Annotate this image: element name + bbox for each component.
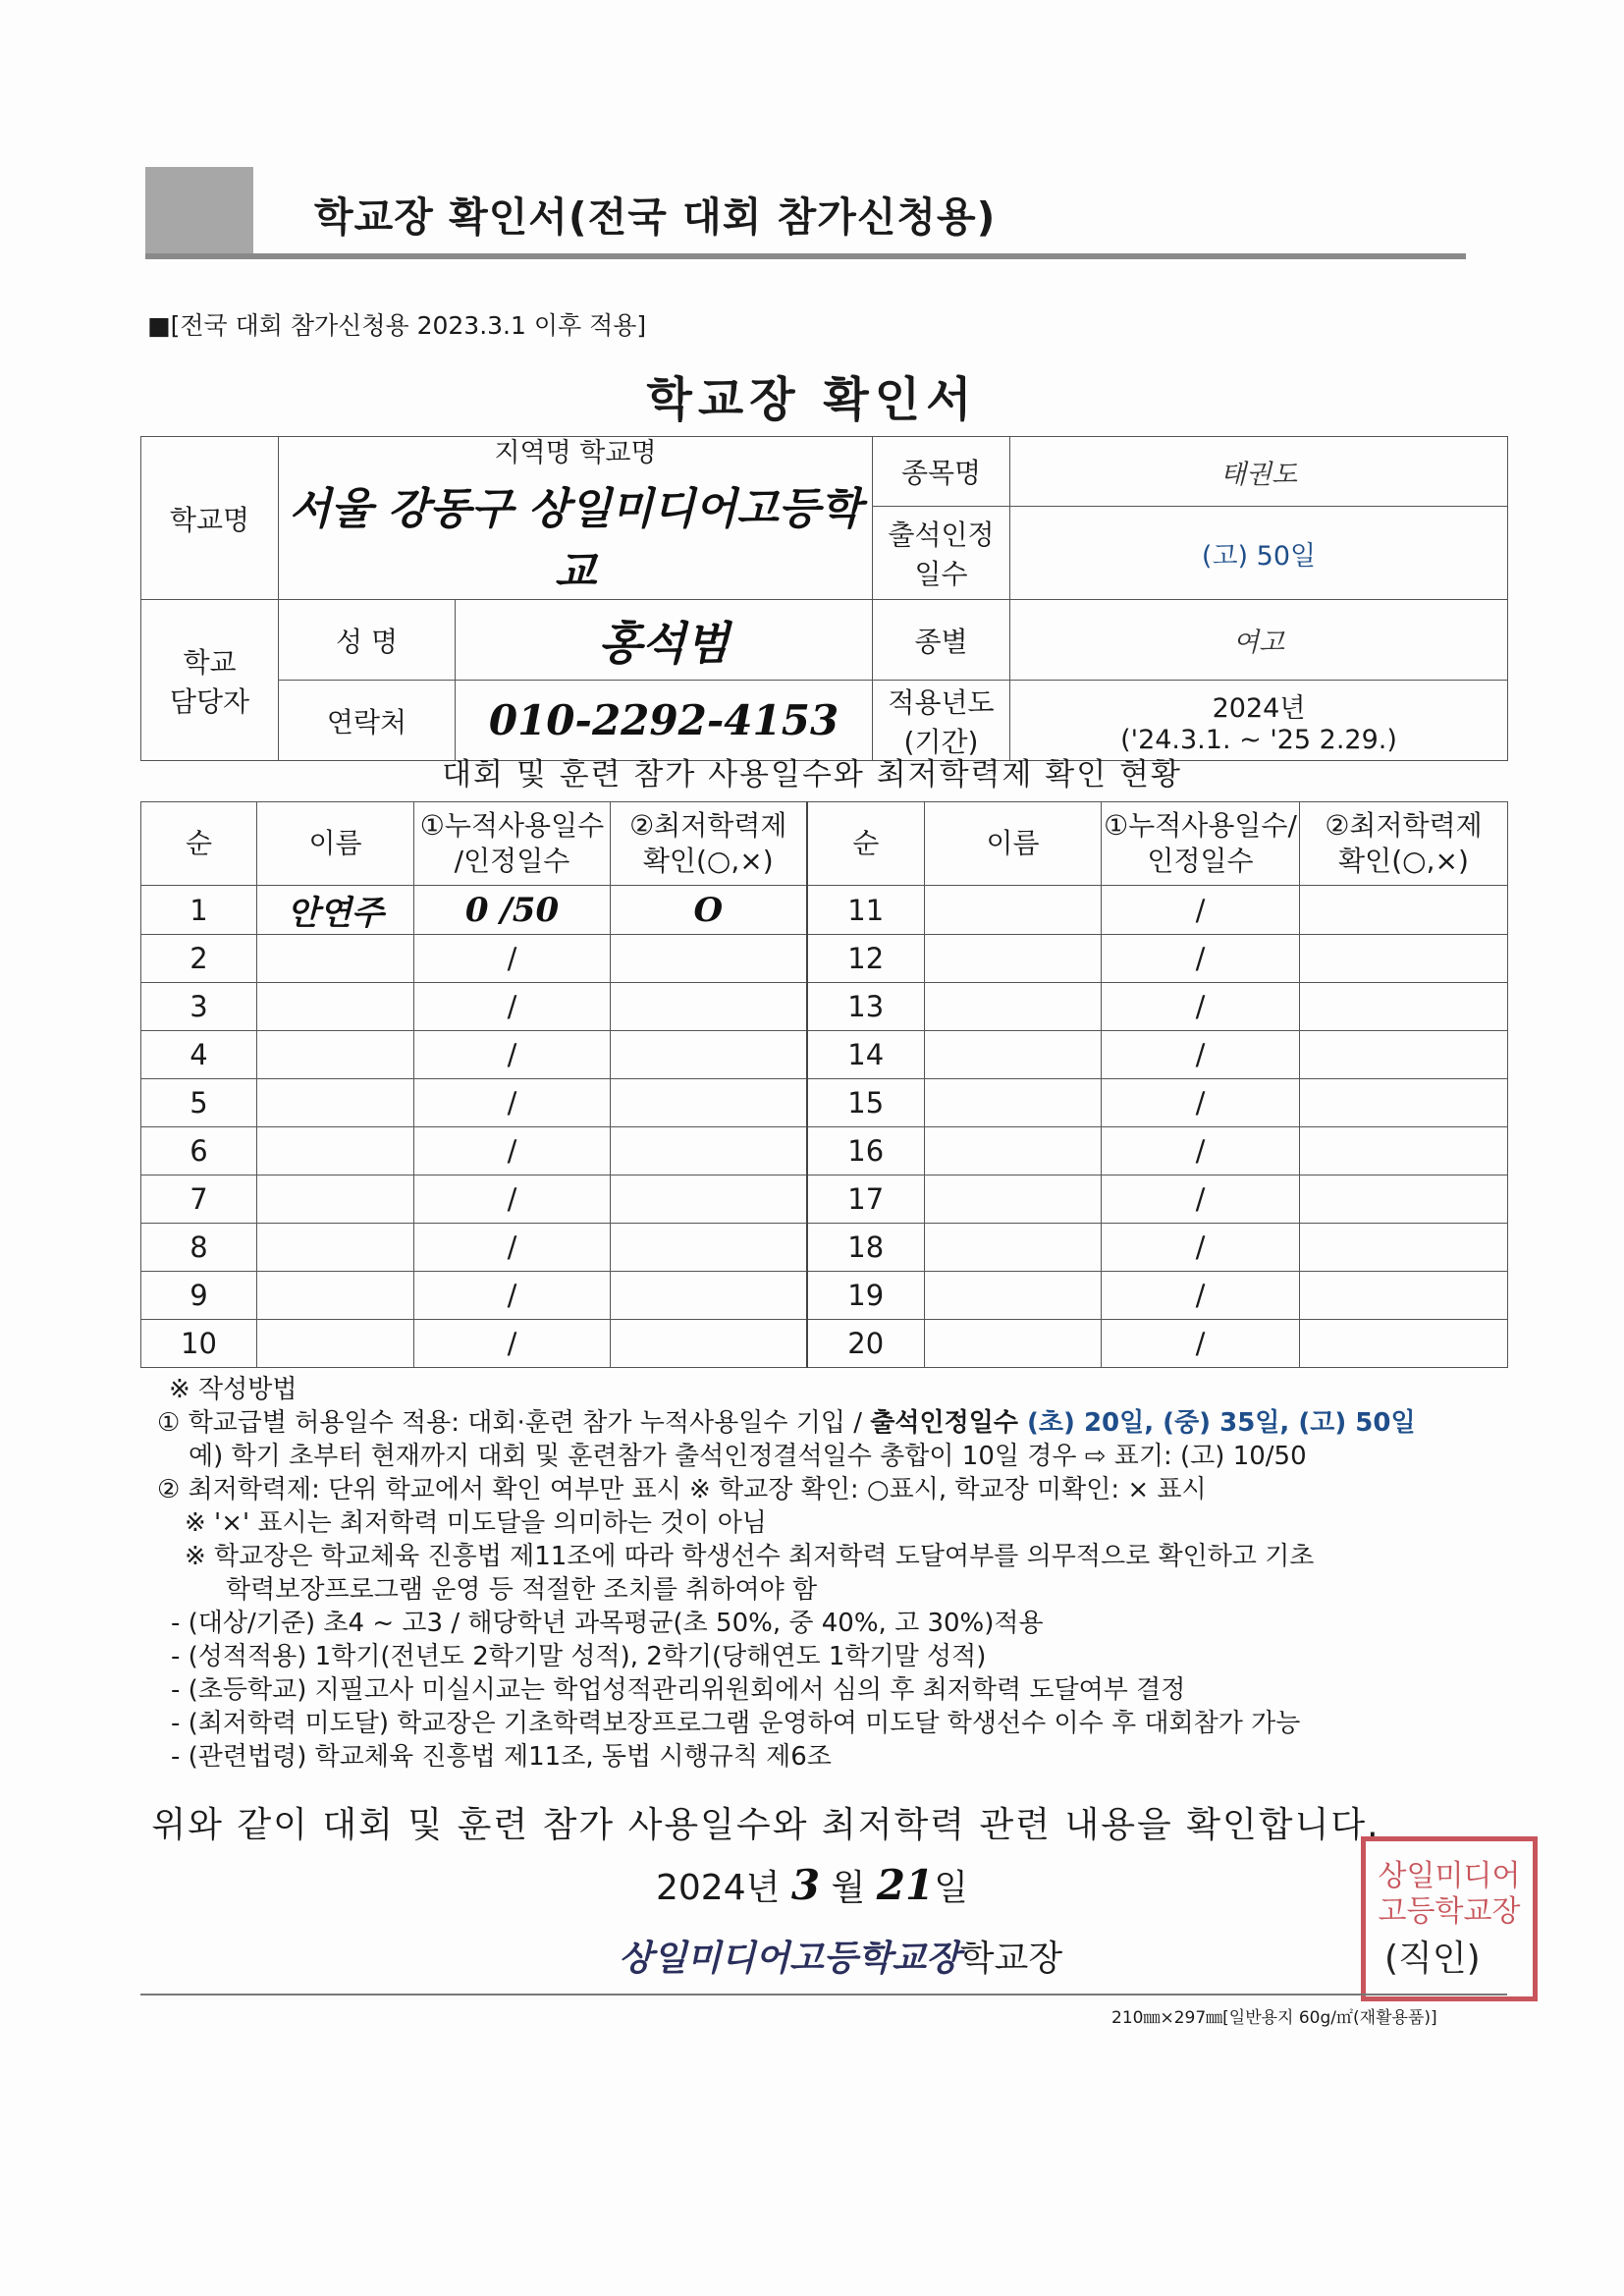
table-row bbox=[141, 1127, 1508, 1175]
school-value: 서울 강동구 상일미디어고등학교 bbox=[289, 484, 862, 597]
applies-note: ■[전국 대회 참가신청용 2023.3.1 이후 적용] bbox=[147, 311, 647, 340]
principal-line bbox=[619, 1931, 1062, 1981]
table-row bbox=[141, 886, 1508, 935]
note-2-sub-1: ※ '×' 표시는 최저학력 미도달을 의미하는 것이 아님 bbox=[185, 1508, 767, 1538]
row-no-cell[interactable]: 1 bbox=[141, 886, 257, 935]
row-check-cell-right[interactable] bbox=[1300, 935, 1508, 983]
row-check-cell[interactable] bbox=[611, 1175, 807, 1224]
row-days-cell[interactable]: 0 /50 bbox=[414, 886, 611, 935]
row-no-cell-right[interactable]: 12 bbox=[807, 935, 925, 983]
notes bbox=[157, 1373, 1512, 1774]
header-title: 학교장 확인서(전국 대회 참가신청용) bbox=[314, 193, 997, 241]
row-no-cell-right[interactable]: 11 bbox=[807, 886, 925, 935]
paper-note: 210㎜×297㎜[일반용지 60g/㎡(재활용품)] bbox=[1111, 2008, 1437, 2028]
detail-5: - (관련법령) 학교체육 진흥법 제11조, 동법 시행규칙 제6조 bbox=[171, 1742, 832, 1772]
row-name-cell[interactable] bbox=[257, 983, 414, 1031]
row-name-cell[interactable] bbox=[257, 1127, 414, 1175]
usage-title: 대회 및 훈련 참가 사용일수와 최저학력제 확인 현황 bbox=[442, 757, 1182, 793]
row-days-cell-right[interactable]: / bbox=[1102, 935, 1300, 983]
row-no-cell-right[interactable]: 14 bbox=[807, 1031, 925, 1079]
row-days-cell[interactable]: / bbox=[414, 1175, 611, 1224]
row-days-cell[interactable]: / bbox=[414, 1272, 611, 1320]
row-name-cell[interactable] bbox=[257, 935, 414, 983]
event-value: 태권도 bbox=[1010, 437, 1508, 507]
row-name-cell-right[interactable] bbox=[925, 983, 1102, 1031]
date-month: 3 bbox=[790, 1861, 821, 1909]
row-check-cell-right[interactable] bbox=[1300, 1127, 1508, 1175]
row-name-cell[interactable] bbox=[257, 1224, 414, 1272]
row-no-cell[interactable]: 2 bbox=[141, 935, 257, 983]
confirm-line: 위와 같이 대회 및 훈련 참가 사용일수와 최저학력 관련 내용을 확인합니다. bbox=[151, 1805, 1380, 1845]
row-check-cell[interactable] bbox=[611, 1031, 807, 1079]
period-value: ('24.3.1. ~ '25 2.29.) bbox=[1120, 724, 1397, 755]
date-day: 21 bbox=[876, 1861, 935, 1909]
row-name-cell[interactable] bbox=[257, 1031, 414, 1079]
header-rule bbox=[145, 253, 1466, 259]
col-days-header-right bbox=[1102, 802, 1300, 886]
row-name-cell[interactable] bbox=[257, 1272, 414, 1320]
principal-label: 학교장 bbox=[959, 1939, 1063, 1979]
row-check-cell[interactable] bbox=[611, 1224, 807, 1272]
name-value: 홍석범 bbox=[456, 600, 873, 681]
row-check-cell-right[interactable] bbox=[1300, 983, 1508, 1031]
row-check-cell-right[interactable] bbox=[1300, 1224, 1508, 1272]
row-name-cell[interactable] bbox=[257, 1320, 414, 1368]
school-cell bbox=[279, 437, 873, 600]
seal-label: (직인) bbox=[1384, 1939, 1481, 1979]
row-name-cell[interactable] bbox=[257, 1079, 414, 1127]
row-check-cell[interactable] bbox=[611, 983, 807, 1031]
year-value: 2024년 bbox=[1212, 692, 1306, 724]
row-name-cell-right[interactable] bbox=[925, 935, 1102, 983]
col-check-header-right-1: ②최저학력제 bbox=[1325, 809, 1483, 842]
col-check-header-right bbox=[1300, 802, 1508, 886]
col-check-header-right-2: 확인(○,×) bbox=[1338, 845, 1469, 877]
manager-label-1: 학교 bbox=[183, 645, 237, 679]
row-no-cell-right[interactable]: 17 bbox=[807, 1175, 925, 1224]
official-seal: 상일미디어고등학교장 bbox=[1361, 1836, 1538, 2001]
row-check-cell[interactable] bbox=[611, 1127, 807, 1175]
row-name-cell-right[interactable] bbox=[925, 1031, 1102, 1079]
attendance-label bbox=[873, 507, 1010, 600]
row-check-cell-right[interactable] bbox=[1300, 1175, 1508, 1224]
school-sub-label: 지역명 학교명 bbox=[494, 438, 657, 468]
row-check-cell[interactable]: O bbox=[611, 886, 807, 935]
note-1-example: 예) 학기 초부터 현재까지 대회 및 훈련참가 출석인정결석일수 총합이 10일 경우 ⇨ 표기: (고) 10/50 bbox=[189, 1442, 1307, 1471]
row-check-cell-right[interactable] bbox=[1300, 886, 1508, 935]
usage-table bbox=[140, 801, 1508, 1368]
detail-4: - (최저학력 미도달) 학교장은 기초학력보장프로그램 운영하여 미도달 학생선수 이수 후 대회참가 가능 bbox=[171, 1709, 1301, 1738]
row-no-cell[interactable]: 6 bbox=[141, 1127, 257, 1175]
row-days-cell-right[interactable]: / bbox=[1102, 1031, 1300, 1079]
row-name-cell-right[interactable] bbox=[925, 1224, 1102, 1272]
table-row bbox=[141, 1079, 1508, 1127]
col-days-header-1: ①누적사용일수 bbox=[419, 809, 605, 842]
row-name-cell-right[interactable] bbox=[925, 886, 1102, 935]
row-days-cell[interactable]: / bbox=[414, 1320, 611, 1368]
row-no-cell-right[interactable]: 16 bbox=[807, 1127, 925, 1175]
contact-label: 연락처 bbox=[279, 681, 456, 761]
year-label-1: 적용년도 bbox=[888, 685, 995, 719]
col-name-header: 이름 bbox=[257, 802, 414, 886]
row-name-cell-right[interactable] bbox=[925, 1127, 1102, 1175]
footer-rule bbox=[140, 1994, 1507, 1995]
year-label-2: (기간) bbox=[903, 725, 979, 758]
table-row bbox=[141, 1031, 1508, 1079]
gender-label: 종별 bbox=[873, 600, 1010, 681]
gender-value: 여고 bbox=[1010, 600, 1508, 681]
row-days-cell-right[interactable]: / bbox=[1102, 886, 1300, 935]
col-days-header bbox=[414, 802, 611, 886]
note-1-bold: 출석인정일수 bbox=[870, 1408, 1018, 1438]
col-no-header: 순 bbox=[141, 802, 257, 886]
row-no-cell-right[interactable]: 15 bbox=[807, 1079, 925, 1127]
row-check-cell[interactable] bbox=[611, 1272, 807, 1320]
row-no-cell-right[interactable]: 19 bbox=[807, 1272, 925, 1320]
row-check-cell-right[interactable] bbox=[1300, 1079, 1508, 1127]
note-1-text: ① 학교급별 허용일수 적용: 대회·훈련 참가 누적사용일수 기입 / bbox=[157, 1408, 871, 1438]
col-days-header-right-2: 인정일수 bbox=[1147, 845, 1254, 877]
row-days-cell-right[interactable]: / bbox=[1102, 1127, 1300, 1175]
col-no-header-right: 순 bbox=[807, 802, 925, 886]
col-check-header-1: ②최저학력제 bbox=[629, 809, 787, 842]
principal-stamp: 상일미디어고등학교장 bbox=[619, 1938, 960, 1979]
row-check-cell-right[interactable] bbox=[1300, 1272, 1508, 1320]
row-name-cell-right[interactable] bbox=[925, 1272, 1102, 1320]
row-no-cell[interactable]: 8 bbox=[141, 1224, 257, 1272]
row-days-cell-right[interactable]: / bbox=[1102, 983, 1300, 1031]
row-check-cell[interactable] bbox=[611, 935, 807, 983]
row-no-cell[interactable]: 4 bbox=[141, 1031, 257, 1079]
doc-title: 학교장 확인서 bbox=[646, 372, 978, 427]
manager-label-2: 담당자 bbox=[169, 684, 250, 718]
name-label: 성 명 bbox=[279, 600, 456, 681]
table-row bbox=[141, 1224, 1508, 1272]
row-no-cell[interactable]: 10 bbox=[141, 1320, 257, 1368]
table-row bbox=[141, 935, 1508, 983]
row-days-cell-right[interactable]: / bbox=[1102, 1272, 1300, 1320]
row-check-cell[interactable] bbox=[611, 1320, 807, 1368]
date-day-suffix: 일 bbox=[934, 1868, 968, 1908]
info-table bbox=[140, 436, 1508, 761]
attendance-label-1: 출석인정 bbox=[888, 519, 995, 552]
note-1-blue: (초) 20일, (중) 35일, (고) 50일 bbox=[1017, 1408, 1416, 1438]
row-days-cell[interactable]: / bbox=[414, 1079, 611, 1127]
row-name-cell-right[interactable] bbox=[925, 1175, 1102, 1224]
row-no-cell-right[interactable]: 18 bbox=[807, 1224, 925, 1272]
detail-3: - (초등학교) 지필고사 미실시교는 학업성적관리위원회에서 심의 후 최저학력 도달여부 결정 bbox=[171, 1675, 1186, 1705]
row-check-cell-right[interactable] bbox=[1300, 1320, 1508, 1368]
detail-2: - (성적적용) 1학기(전년도 2학기말 성적), 2학기(당해연도 1학기말 성적) bbox=[171, 1642, 987, 1671]
note-1 bbox=[157, 1406, 1512, 1440]
row-no-cell[interactable]: 9 bbox=[141, 1272, 257, 1320]
col-name-header-right: 이름 bbox=[925, 802, 1102, 886]
row-name-cell[interactable]: 안연주 bbox=[257, 886, 414, 935]
row-no-cell-right[interactable]: 20 bbox=[807, 1320, 925, 1368]
row-days-cell-right[interactable]: / bbox=[1102, 1175, 1300, 1224]
note-2: ② 최저학력제: 단위 학교에서 확인 여부만 표시 ※ 학교장 확인: ○표시, 학교장 미확인: × 표시 bbox=[157, 1475, 1207, 1504]
table-row bbox=[141, 1272, 1508, 1320]
row-name-cell-right[interactable] bbox=[925, 1320, 1102, 1368]
manager-label bbox=[141, 600, 279, 761]
row-days-cell[interactable]: / bbox=[414, 935, 611, 983]
date-year: 2024년 bbox=[655, 1868, 781, 1908]
contact-value: 010-2292-4153 bbox=[456, 681, 873, 761]
row-days-cell-right[interactable]: / bbox=[1102, 1320, 1300, 1368]
attendance-label-2: 일수 bbox=[914, 558, 968, 591]
row-no-cell[interactable]: 3 bbox=[141, 983, 257, 1031]
row-name-cell-right[interactable] bbox=[925, 1079, 1102, 1127]
detail-1: - (대상/기준) 초4 ~ 고3 / 해당학년 과목평균(초 50%, 중 40%, 고 30%)적용 bbox=[171, 1609, 1044, 1638]
row-no-cell[interactable]: 5 bbox=[141, 1079, 257, 1127]
header-block bbox=[145, 167, 253, 255]
note-2-sub-2b: 학력보장프로그램 운영 등 적절한 조치를 취하여야 함 bbox=[226, 1575, 818, 1605]
row-days-cell[interactable]: / bbox=[414, 1031, 611, 1079]
row-name-cell[interactable] bbox=[257, 1175, 414, 1224]
notes-heading: ※ 작성방법 bbox=[169, 1375, 298, 1404]
event-label: 종목명 bbox=[873, 437, 1010, 507]
col-check-header-2: 확인(○,×) bbox=[642, 845, 774, 877]
row-no-cell[interactable]: 7 bbox=[141, 1175, 257, 1224]
attendance-value: (고) 50일 bbox=[1010, 507, 1508, 600]
row-days-cell[interactable]: / bbox=[414, 1224, 611, 1272]
row-days-cell-right[interactable]: / bbox=[1102, 1079, 1300, 1127]
row-days-cell[interactable]: / bbox=[414, 1127, 611, 1175]
row-days-cell[interactable]: / bbox=[414, 983, 611, 1031]
row-check-cell-right[interactable] bbox=[1300, 1031, 1508, 1079]
table-row bbox=[141, 1175, 1508, 1224]
row-no-cell-right[interactable]: 13 bbox=[807, 983, 925, 1031]
row-days-cell-right[interactable]: / bbox=[1102, 1224, 1300, 1272]
table-row bbox=[141, 1320, 1508, 1368]
date-month-suffix: 월 bbox=[831, 1868, 866, 1908]
col-check-header bbox=[611, 802, 807, 886]
table-row bbox=[141, 983, 1508, 1031]
note-2-sub-2a: ※ 학교장은 학교체육 진흥법 제11조에 따라 학생선수 최저학력 도달여부를 의무적으로 확인하고 기초 bbox=[185, 1542, 1315, 1571]
col-days-header-right-1: ①누적사용일수/ bbox=[1104, 809, 1297, 842]
row-check-cell[interactable] bbox=[611, 1079, 807, 1127]
col-days-header-2: /인정일수 bbox=[454, 845, 570, 877]
school-label: 학교명 bbox=[141, 437, 279, 600]
